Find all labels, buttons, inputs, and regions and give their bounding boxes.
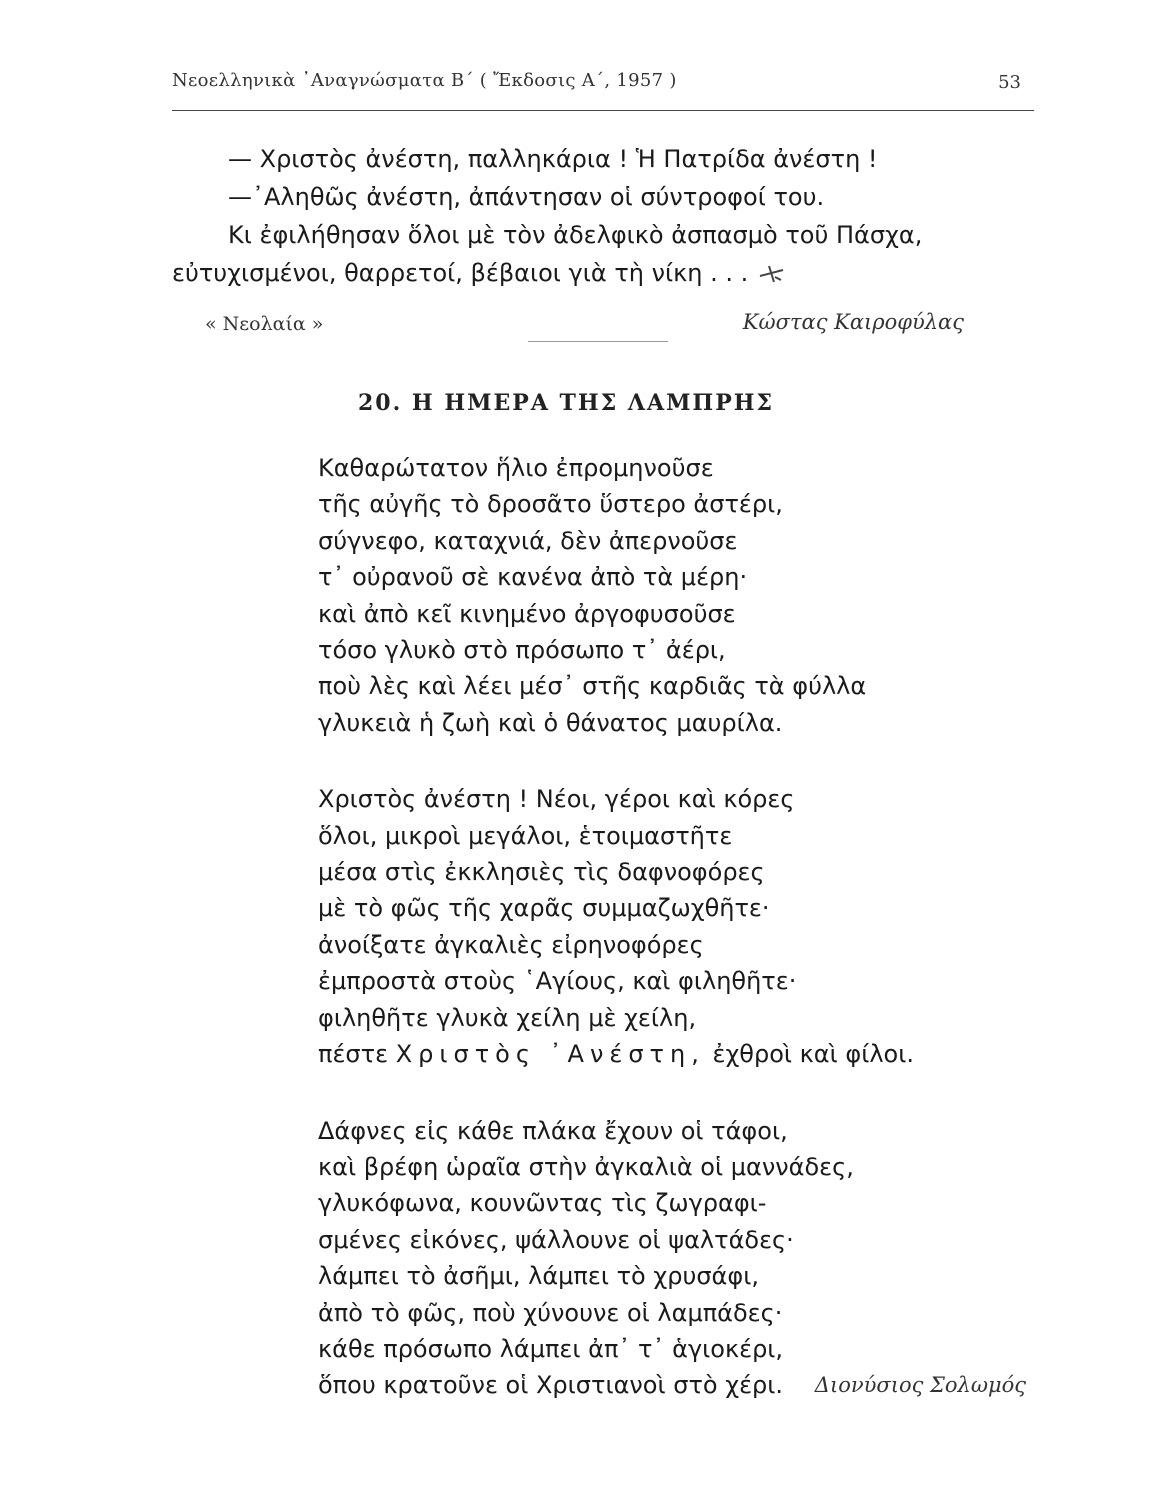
verse-line: μέσα στὶς ἐκκλησιὲς τὶς δαφνοφόρες — [318, 858, 765, 887]
verse-text: πέστε — [318, 1040, 396, 1069]
verse-line: μὲ τὸ φῶς τῆς χαρᾶς συμμαζωχθῆτε· — [318, 894, 770, 923]
poem-title: 20. Η ΗΜΕΡΑ ΤΗΣ ΛΑΜΠΡΗΣ — [358, 390, 775, 416]
poem-author: Διονύσιος Σολωμός — [814, 1373, 1026, 1397]
verse-line: τῆς αὐγῆς τὸ δροσᾶτο ὕστερο ἀστέρι, — [318, 490, 783, 519]
verse-line: γλυκειὰ ἡ ζωὴ καὶ ὁ θάνατος μαυρίλα. — [318, 708, 783, 737]
stanza-1 — [318, 450, 914, 741]
verse-line-emphasis — [318, 1036, 914, 1072]
verse-line: λάμπει τὸ ἀσῆμι, λάμπει τὸ χρυσάφι, — [318, 1262, 759, 1291]
pen-mark-icon — [757, 262, 787, 284]
verse-text: ἐχθροὶ καὶ φίλοι. — [704, 1040, 914, 1069]
verse-line: καὶ βρέφη ὡραῖα στὴν ἀγκαλιὰ οἱ μαννάδες, — [318, 1152, 854, 1181]
prose-line: —᾿Αληθῶς ἀνέστη, ἀπάντησαν οἱ σύντροφοί του. — [228, 183, 825, 211]
verse-line: ἐμπροστὰ στοὺς ῾Αγίους, καὶ φιληθῆτε· — [318, 967, 797, 996]
verse-line: ὅλοι, μικροὶ μεγάλοι, ἑτοιμαστῆτε — [318, 821, 733, 850]
verse-line: κάθε πρόσωπο λάμπει ἀπ᾿ τ᾿ ἁγιοκέρι, — [318, 1334, 784, 1363]
verse-line: καὶ ἀπὸ κεῖ κινημένο ἀργοφυσοῦσε — [318, 599, 736, 628]
prose-line: Κι ἐφιλήθησαν ὅλοι μὲ τὸν ἀδελφικὸ ἀσπασμὸ τοῦ Πάσχα, — [228, 221, 923, 249]
section-divider — [528, 341, 668, 342]
source-citation: « Νεολαία » — [205, 313, 324, 335]
page-number: 53 — [998, 72, 1021, 93]
verse-line: ποὺ λὲς καὶ λέει μέσ᾿ στῆς καρδιᾶς τὰ φύλλα — [318, 672, 867, 701]
verse-line: σύγνεφο, καταχνιά, δὲν ἀπερνοῦσε — [318, 526, 738, 555]
header-rule — [172, 110, 1034, 111]
verse-line: τ᾿ οὐρανοῦ σὲ κανένα ἀπὸ τὰ μέρη· — [318, 563, 748, 592]
verse-line: Δάφνες εἰς κάθε πλάκα ἔχουν οἱ τάφοι, — [318, 1116, 788, 1145]
verse-line: σμένες εἰκόνες, ψάλλουνε οἱ ψαλτάδες· — [318, 1225, 794, 1254]
prose-line: — Χριστὸς ἀνέστη, παλληκάρια ! Ἡ Πατρίδα ἀνέστη ! — [228, 145, 878, 173]
verse-line: τόσο γλυκὸ στὸ πρόσωπο τ᾿ ἀέρι, — [318, 636, 726, 665]
prose-line: εὐτυχισμένοι, θαρρετοί, βέβαιοι γιὰ τὴ νίκη . . . — [172, 259, 749, 287]
prose-excerpt — [172, 140, 923, 292]
stanza-3 — [318, 1113, 914, 1404]
verse-line: ὅπου κρατοῦνε οἱ Χριστιανοὶ στὸ χέρι. — [318, 1371, 784, 1400]
verse-line: φιληθῆτε γλυκὰ χείλη μὲ χείλη, — [318, 1003, 697, 1032]
running-header: Νεοελληνικὰ ᾿Αναγνώσματα Β΄ ( Ἔκδοσις Α΄, 1957 ) — [172, 70, 677, 91]
prose-author: Κώστας Καιροφύλας — [742, 310, 964, 334]
verse-line: Χριστὸς ἀνέστη ! Νέοι, γέροι καὶ κόρες — [318, 785, 795, 814]
verse-line: ἀπὸ τὸ φῶς, ποὺ χύνουνε οἱ λαμπάδες· — [318, 1298, 783, 1327]
poem-body — [318, 450, 914, 1444]
verse-line: γλυκόφωνα, κουνῶντας τὶς ζωγραφι- — [318, 1189, 767, 1218]
spaced-emphasis: Χριστὸς ᾿Ανέστη, — [395, 1040, 705, 1069]
stanza-2 — [318, 781, 914, 1072]
verse-line: ἀνοίξατε ἀγκαλιὲς εἰρηνοφόρες — [318, 930, 704, 959]
verse-line: Καθαρώτατον ἥλιο ἐπρομηνοῦσε — [318, 454, 714, 482]
